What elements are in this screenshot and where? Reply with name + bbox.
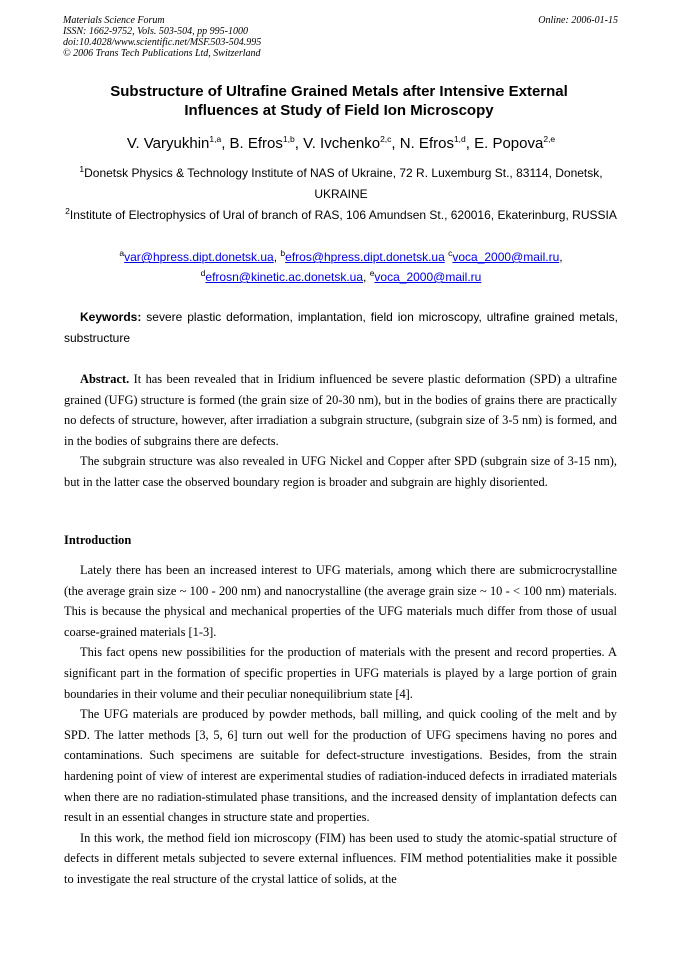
email-sup: d xyxy=(200,268,206,278)
author-sup: 1,b xyxy=(282,134,295,144)
author-name: B. Efros xyxy=(229,135,283,152)
author-sup: 1,d xyxy=(453,134,466,144)
author-name: V. Varyukhin xyxy=(126,135,210,152)
author-sup: 1,a xyxy=(209,134,222,144)
journal-name: Materials Science Forum xyxy=(63,15,165,26)
email-link[interactable]: voca_2000@mail.ru xyxy=(452,250,560,264)
keywords-text: severe plastic deformation, implantation, field ion microscopy, ultrafine grained metals, substructure xyxy=(64,310,618,345)
section-heading-introduction: Introduction xyxy=(64,533,132,547)
affiliation-sup: 2 xyxy=(65,206,70,216)
author-name: N. Efros xyxy=(399,135,454,152)
affiliation-text: Institute of Electrophysics of Ural of branch of RAS, 106 Amundsen St., 620016, Ekaterinburg, RUSSIA xyxy=(69,208,617,222)
email-sup: c xyxy=(448,248,453,258)
abstract-text: It has been revealed that in Iridium influenced be severe plastic deformation (SPD) a ultrafine grained (UFG) structure is formed (the grain size of 20-30 nm), but in the bodies of grains there are practically no defects of structure, however, after irradiation a subgrain structure, (subgrain size of 3-5 nm) is formed, and in the bodies of subgrains there are defects. xyxy=(64,372,617,448)
abstract xyxy=(64,369,617,493)
author-name: V. Ivchenko xyxy=(303,135,381,152)
affiliation-1 xyxy=(64,163,618,205)
author-name: E. Popova xyxy=(474,135,544,152)
copyright-line: © 2006 Trans Tech Publications Ltd, Switzerland xyxy=(63,48,261,59)
online-date: Online: 2006-01-15 xyxy=(538,15,618,26)
email-link[interactable]: var@hpress.dipt.donetsk.ua xyxy=(124,250,274,264)
email-sup: e xyxy=(369,268,375,278)
email-list: $^a$var@hpress.dipt.donetsk.ua, $^b$efros@hpress.dipt.donetsk.ua $^c$voca_2000@mail.ru, $^d$efrosn@kinetic.ac.donetsk.ua, $^e$voca_2000@mail.ru xyxy=(119,248,563,284)
affiliation-text: Donetsk Physics & Technology Institute of NAS of Ukraine, 72 R. Luxemburg St., 83114, Donetsk, UKRAINE xyxy=(84,166,603,201)
email-link[interactable]: efrosn@kinetic.ac.donetsk.ua xyxy=(205,270,364,284)
doi-line: doi:10.4028/www.scientific.net/MSF.503-504.995 xyxy=(63,37,262,48)
intro-paragraph: This fact opens new possibilities for the production of materials with the present and record properties. A significant part in the formation of specific properties in UFG materials is played by a large portion of grain boundaries in their volume and their peculiar nonequilibrium state [4]. xyxy=(64,645,617,701)
paper-title: Substructure of Ultrafine Grained Metals after Intensive External Influences at Study of Field Ion Microscopy xyxy=(110,83,568,119)
author-sup: 2,e xyxy=(543,134,556,144)
abstract-paragraph: The subgrain structure was also revealed in UFG Nickel and Copper after SPD (subgrain size of 3-15 nm), but in the latter case the observed boundary region is broader and subgrain are highly disoriented. xyxy=(64,454,617,489)
affiliation-sup: 1 xyxy=(79,164,85,174)
journal-header xyxy=(63,15,618,59)
author-sup: 2,c xyxy=(380,134,392,144)
keywords xyxy=(64,307,618,349)
keywords-label: Keywords: xyxy=(80,310,142,324)
affiliation-2 xyxy=(64,205,618,226)
abstract-label: Abstract. xyxy=(80,372,130,386)
abstract-paragraph xyxy=(64,369,617,451)
issn-line: ISSN: 1662-9752, Vols. 503-504, pp 995-1000 xyxy=(63,26,248,37)
intro-paragraph: Lately there has been an increased interest to UFG materials, among which there are submicrocrystalline (the average grain size ~ 100 - 200 nm) and nanocrystalline (the average grain size ~ 10 - < 100 nm) materials. This is because the physical and mechanical properties of the UFG materials much differ from those of usual coarse-grained materials [1-3]. xyxy=(64,563,617,639)
email-sup: a xyxy=(119,248,125,258)
introduction-body xyxy=(64,560,617,890)
intro-paragraph: The UFG materials are produced by powder methods, ball milling, and quick cooling of the melt and by SPD. The latter methods [3, 5, 6] turn out well for the production of UFG specimens having no pores and contaminations. Such specimens are suitable for defect-structure investigations. Besides, from the strain hardening point of view of interest are experimental studies of radiation-induced defects in irradiated materials when there are no radiation-stimulated phase transitions, and the increased density of implantation defects can result in an essential changes in structure state and properties. xyxy=(64,707,617,825)
intro-paragraph: In this work, the method field ion microscopy (FIM) has been used to study the atomic-spatial structure of defects in different metals subjected to severe external influences. FIM method potentialities make it possible to investigate the real structure of the crystal lattice of solids, at the xyxy=(64,830,617,886)
email-link[interactable]: efros@hpress.dipt.donetsk.ua xyxy=(285,250,445,264)
email-sup: b xyxy=(280,248,286,258)
email-link[interactable]: voca_2000@mail.ru xyxy=(374,270,482,284)
author-list: V. Varyukhin$^{1,a}$, B. Efros$^{1,b}$, V. Ivchenko$^{2,c}$, N. Efros$^{1,d}$, E. Popova$^{2,e}$ xyxy=(126,134,556,152)
